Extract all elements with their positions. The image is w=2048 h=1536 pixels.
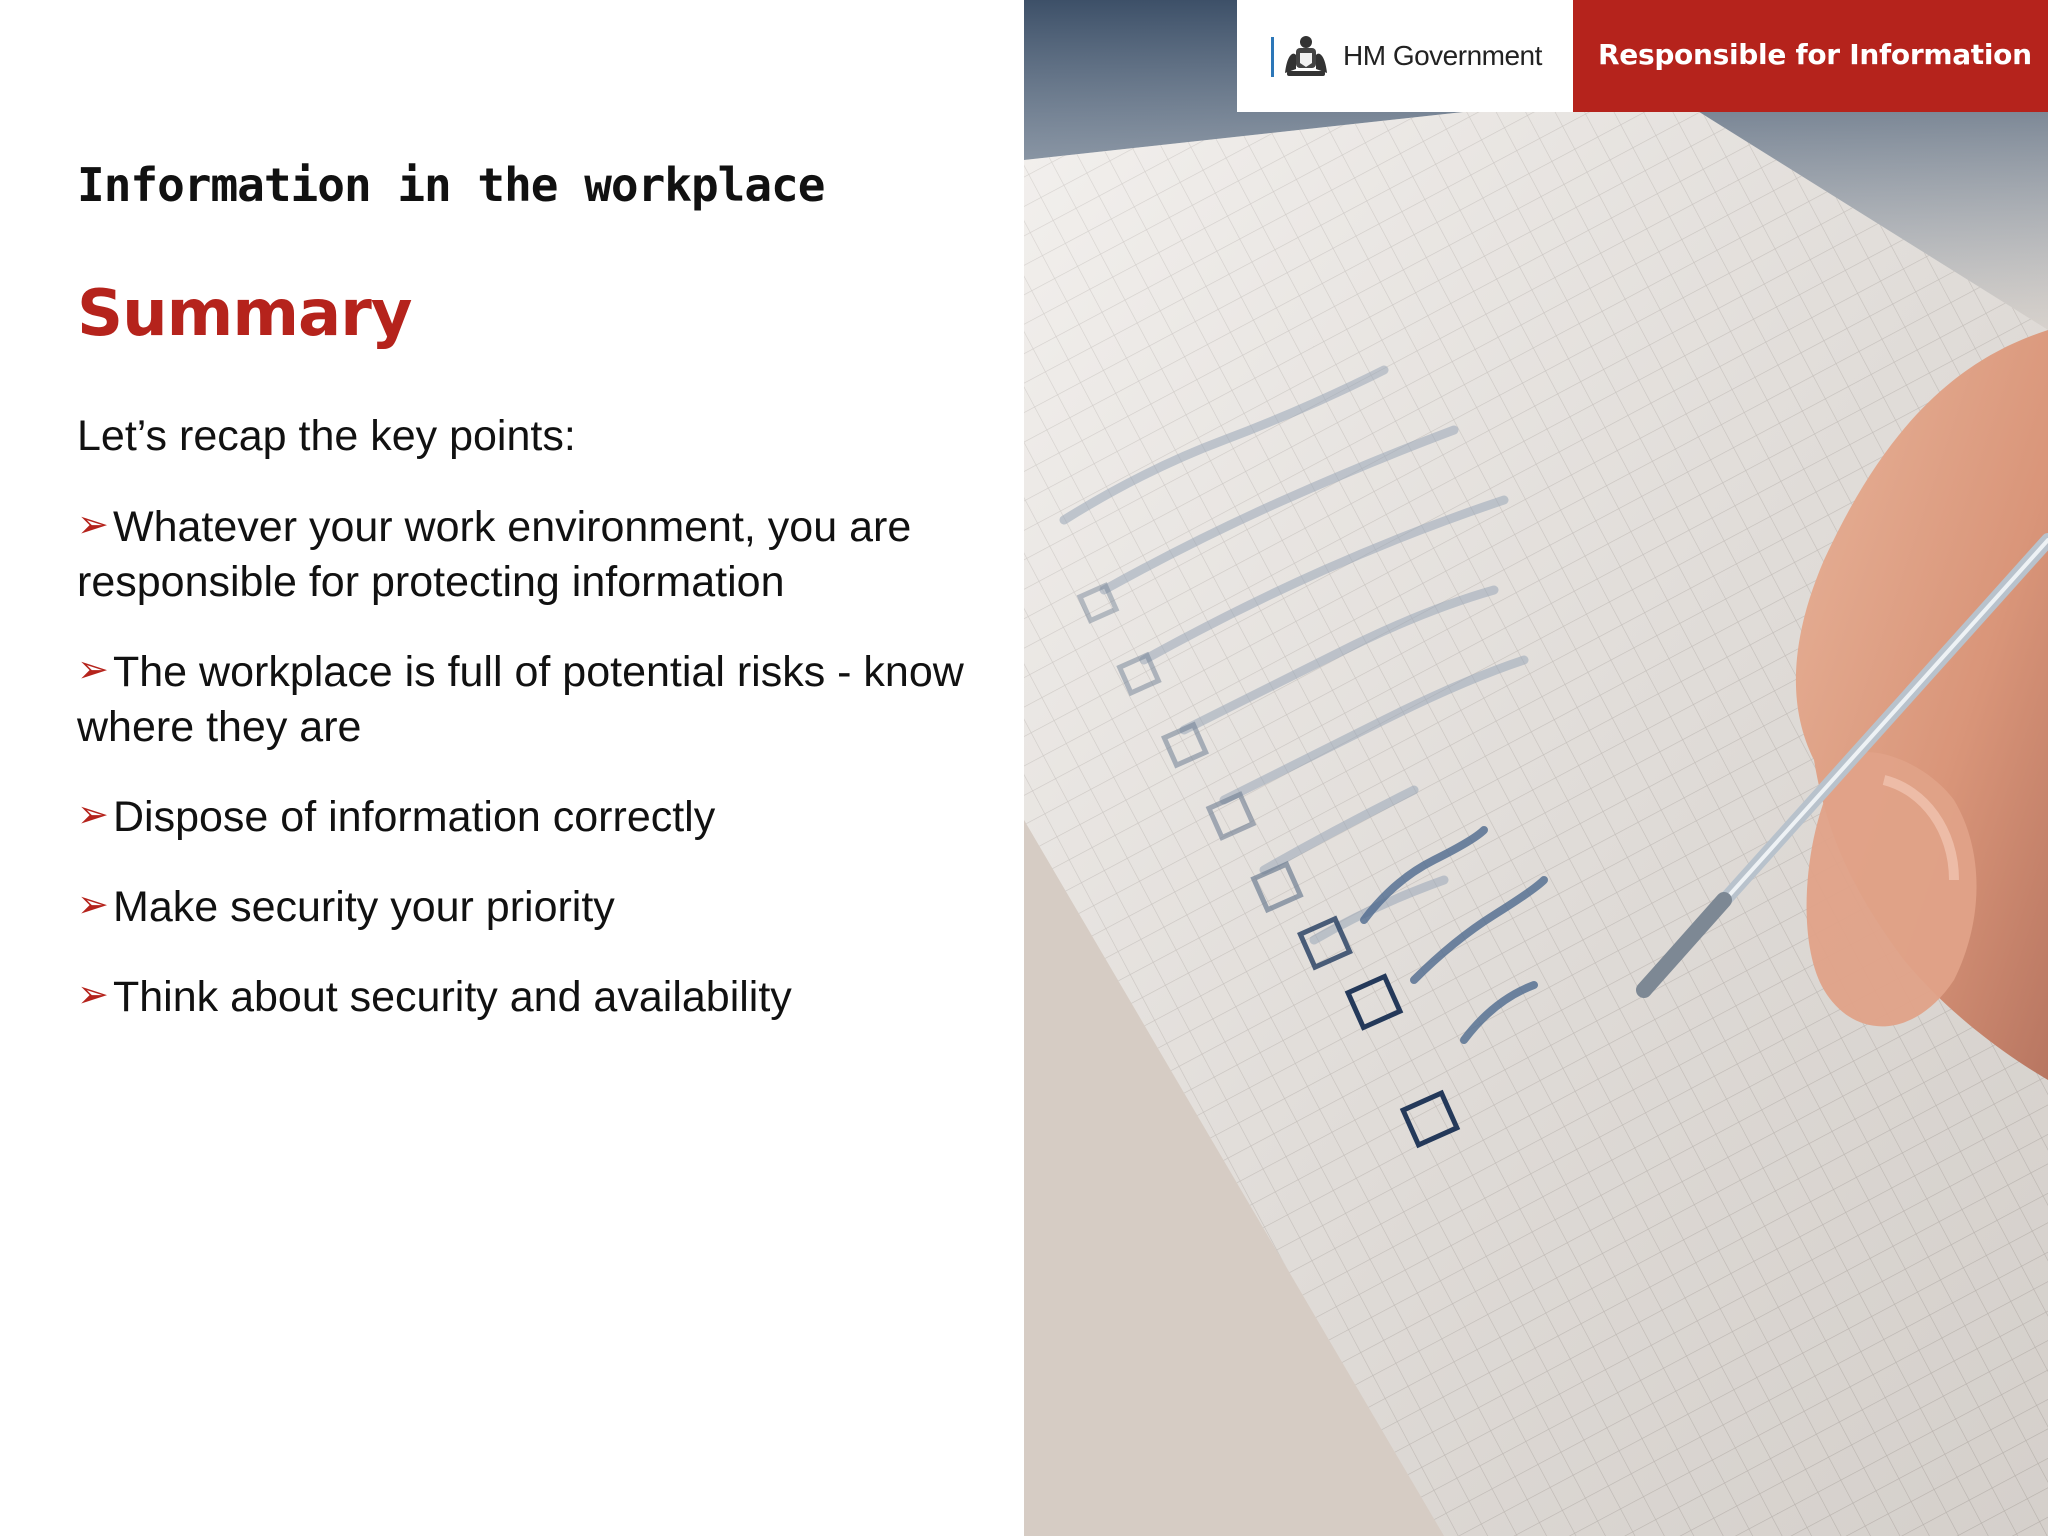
checklist-illustration (1024, 0, 2048, 1536)
list-item (77, 968, 977, 1025)
arrowhead-bullet-icon: ➢ (77, 649, 109, 691)
key-points-list (77, 498, 977, 1058)
royal-coat-of-arms-icon (1281, 33, 1331, 79)
list-item-text: Dispose of information correctly (113, 793, 716, 841)
list-item-text: Think about security and availability (113, 973, 792, 1021)
arrowhead-bullet-icon: ➢ (77, 504, 109, 546)
intro-text: Let’s recap the key points: (77, 412, 576, 460)
list-item-text: Whatever your work environment, you are responsible for protecting information (77, 503, 912, 606)
logo-divider (1271, 37, 1274, 77)
list-item-text: The workplace is full of potential risks - know where they are (77, 648, 964, 751)
hm-government-label: HM Government (1343, 40, 1542, 71)
arrowhead-bullet-icon: ➢ (77, 974, 109, 1016)
arrowhead-bullet-icon: ➢ (77, 794, 109, 836)
slide-title: Summary (77, 277, 412, 351)
list-item (77, 643, 977, 755)
list-item (77, 878, 977, 935)
checklist-photo (1024, 0, 2048, 1536)
list-item (77, 788, 977, 845)
list-item (77, 498, 977, 610)
list-item-text: Make security your priority (113, 883, 615, 931)
tagline-text: Responsible for Information (1598, 38, 2032, 71)
slide-subtitle: Information in the workplace (77, 158, 825, 212)
tagline-banner (1573, 0, 2048, 112)
hm-government-logo (1237, 0, 1573, 112)
arrowhead-bullet-icon: ➢ (77, 884, 109, 926)
